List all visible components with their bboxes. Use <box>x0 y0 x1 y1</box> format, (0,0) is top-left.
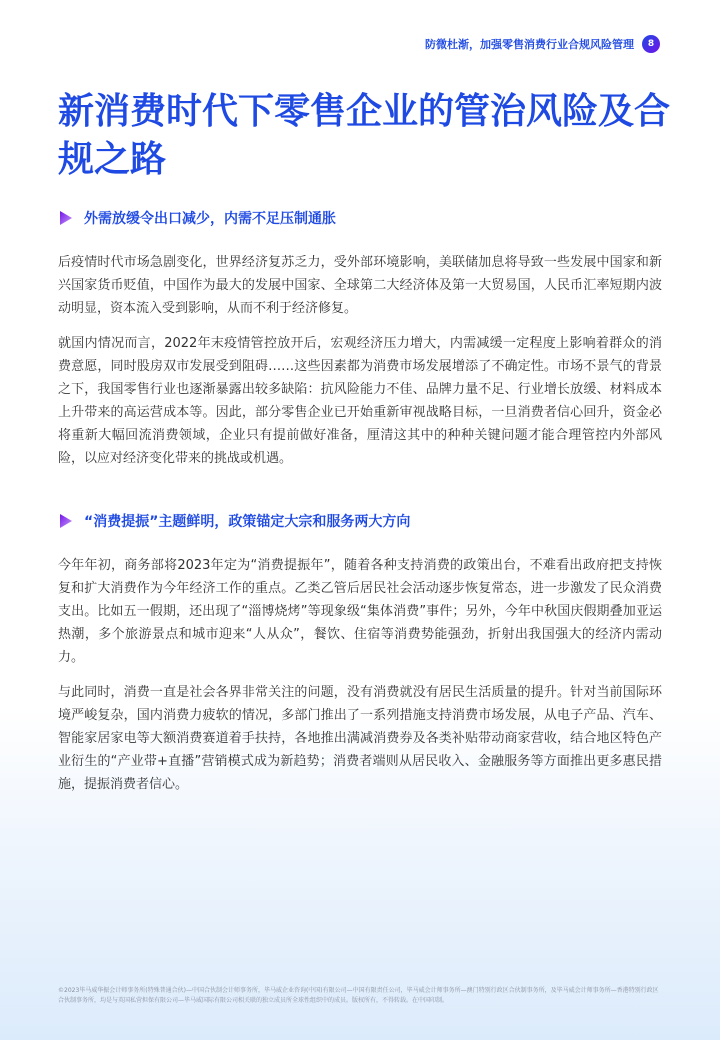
section-1 <box>58 207 662 470</box>
chevron-right-icon <box>58 513 74 529</box>
chevron-right-icon <box>58 210 74 226</box>
running-title: 防微杜渐，加强零售消费行业合规风险管理 <box>425 38 634 51</box>
section-2 <box>58 510 662 796</box>
paragraph: 今年年初，商务部将2023年定为“消费提振年”，随着各种支持消费的政策出台，不难看出政府把支持恢复和扩大消费作为今年经济工作的重点。乙类乙管后居民社会活动逐步恢复常态，进一步激发了民众消费支出。比如五一假期，还出现了“淄博烧烤”等现象级“集体消费”事件；另外，今年中秋国庆假期叠加亚运热潮，多个旅游景点和城市迎来“人从众”，餐饮、住宿等消费势能强劲，折射出我国强大的经济内需动力。 <box>58 558 662 665</box>
running-header <box>425 35 660 53</box>
section-heading <box>58 510 662 532</box>
paragraph: 就国内情况而言，2022年末疫情管控放开后，宏观经济压力增大，内需减缓一定程度上影响着群众的消费意愿，同时股房双市发展受到阻碍……这些因素都为消费市场发展增添了不确定性。市场不景气的背景之下，我国零售行业也逐渐暴露出较多缺陷：抗风险能力不佳、品牌力量不足、行业增长放缓、材料成本上升带来的高运营成本等。因此，部分零售企业已开始重新审视战略目标，一旦消费者信心回升，资金必将重新大幅回流消费领域，企业只有提前做好准备，厘清这其中的种种关键问题才能合理管控内外部风险，以应对经济变化带来的挑战或机遇。 <box>58 336 662 466</box>
paragraph: 后疫情时代市场急剧变化，世界经济复苏乏力，受外部环境影响，美联储加息将导致一些发展中国家和新兴国家货币贬值，中国作为最大的发展中国家、全球第二大经济体及第一大贸易国，人民币汇率短期内波动明显，资本流入受到影响，从而不利于经济修复。 <box>58 255 662 316</box>
section-heading-text: “消费提振”主题鲜明，政策锚定大宗和服务两大方向 <box>84 514 411 530</box>
section-heading <box>58 207 662 229</box>
page-title: 新消费时代下零售企业的管治风险及合规之路 <box>58 91 671 180</box>
section-heading-text: 外需放缓令出口减少，内需不足压制通胀 <box>84 211 336 227</box>
copyright-footer: ©2023毕马威华振会计师事务所(特殊普通合伙)—中国合伙制会计师事务所，毕马威企业咨询(中国)有限公司—中国有限责任公司，毕马威会计师事务所—澳门特别行政区合伙制事务所，及毕马威会计师事务所—香港特别行政区合伙制事务所，均是与英国私营担保有限公司—毕马威国际有限公司相关联的独立成员所全球性组织中的成员。版权所有，不得转载。在中国印制。 <box>58 987 659 1004</box>
page-number-badge: 8 <box>642 35 660 53</box>
paragraph: 与此同时，消费一直是社会各界非常关注的问题，没有消费就没有居民生活质量的提升。针对当前国际环境严峻复杂，国内消费力疲软的情况，多部门推出了一系列措施支持消费市场发展，从电子产品、汽车、智能家居家电等大额消费赛道着手扶持，各地推出满减消费券及各类补贴带动商家营收，结合地区特色产业衍生的“产业带+直播”营销模式成为新趋势；消费者端则从居民收入、金融服务等方面推出更多惠民措施，提振消费者信心。 <box>58 685 662 792</box>
